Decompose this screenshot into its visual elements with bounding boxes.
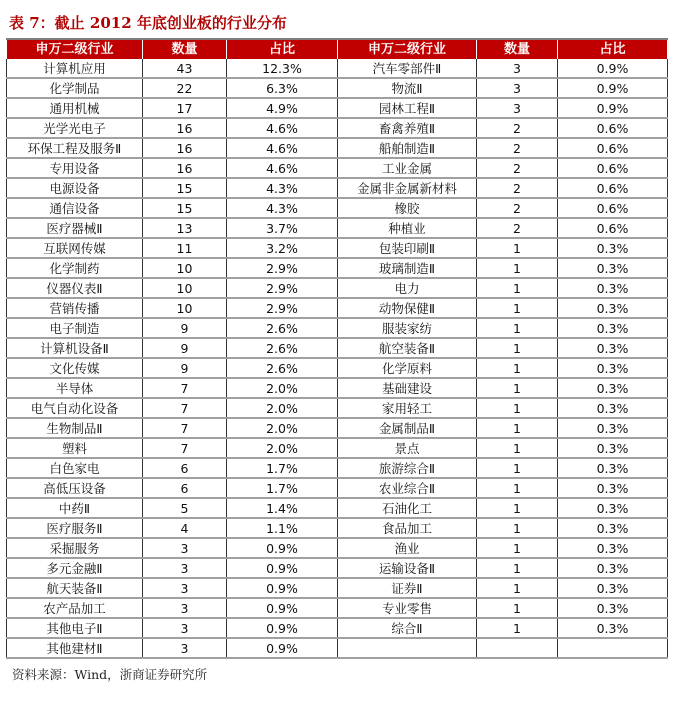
- share-cell: 6.3%: [227, 78, 338, 98]
- industry-cell: 光学光电子: [7, 118, 143, 138]
- industry-cell: 中药Ⅱ: [7, 498, 143, 518]
- count-cell: 1: [477, 338, 558, 358]
- count-cell: 43: [143, 59, 227, 78]
- table-row: [7, 538, 668, 558]
- share-cell: 0.3%: [558, 598, 668, 618]
- share-cell: 2.0%: [227, 378, 338, 398]
- industry-cell: 塑料: [7, 438, 143, 458]
- table-row: [7, 498, 668, 518]
- share-cell: 0.3%: [558, 618, 668, 638]
- header-industry: 申万二级行业: [7, 39, 143, 59]
- share-cell: 0.9%: [227, 598, 338, 618]
- count-cell: 3: [143, 618, 227, 638]
- share-cell: 4.6%: [227, 158, 338, 178]
- header-row: [7, 39, 668, 59]
- industry-cell: 运输设备Ⅱ: [338, 558, 477, 578]
- share-cell: 2.6%: [227, 338, 338, 358]
- industry-cell: 电子制造: [7, 318, 143, 338]
- table-row: [7, 59, 668, 78]
- industry-cell: 计算机设备Ⅱ: [7, 338, 143, 358]
- industry-cell: 其他电子Ⅱ: [7, 618, 143, 638]
- share-cell: 0.9%: [227, 558, 338, 578]
- count-cell: 1: [477, 598, 558, 618]
- industry-cell: 航天装备Ⅱ: [7, 578, 143, 598]
- count-cell: 17: [143, 98, 227, 118]
- share-cell: [558, 638, 668, 658]
- share-cell: 0.3%: [558, 298, 668, 318]
- table-row: [7, 218, 668, 238]
- table-row: [7, 578, 668, 598]
- table-row: [7, 618, 668, 638]
- industry-cell: 动物保健Ⅱ: [338, 298, 477, 318]
- share-cell: 2.6%: [227, 358, 338, 378]
- count-cell: 15: [143, 198, 227, 218]
- share-cell: 0.9%: [558, 59, 668, 78]
- share-cell: 1.7%: [227, 458, 338, 478]
- share-cell: 0.3%: [558, 258, 668, 278]
- count-cell: 16: [143, 138, 227, 158]
- share-cell: 0.3%: [558, 398, 668, 418]
- count-cell: 10: [143, 258, 227, 278]
- count-cell: 1: [477, 438, 558, 458]
- industry-cell: 采掘服务: [7, 538, 143, 558]
- share-cell: 2.9%: [227, 298, 338, 318]
- share-cell: 2.6%: [227, 318, 338, 338]
- count-cell: 1: [477, 278, 558, 298]
- table-row: [7, 178, 668, 198]
- share-cell: 2.0%: [227, 418, 338, 438]
- table-row: [7, 158, 668, 178]
- count-cell: 4: [143, 518, 227, 538]
- industry-cell: 仪器仪表Ⅱ: [7, 278, 143, 298]
- industry-cell: 食品加工: [338, 518, 477, 538]
- industry-cell: 金属制品Ⅱ: [338, 418, 477, 438]
- header-share: 占比: [558, 39, 668, 59]
- count-cell: 7: [143, 418, 227, 438]
- share-cell: 0.3%: [558, 538, 668, 558]
- industry-cell: 景点: [338, 438, 477, 458]
- industry-cell: 石油化工: [338, 498, 477, 518]
- industry-cell: 通信设备: [7, 198, 143, 218]
- table-body: [7, 59, 668, 658]
- header-industry: 申万二级行业: [338, 39, 477, 59]
- count-cell: 1: [477, 358, 558, 378]
- table-row: [7, 278, 668, 298]
- count-cell: 11: [143, 238, 227, 258]
- industry-cell: 化学原料: [338, 358, 477, 378]
- table-row: [7, 198, 668, 218]
- industry-cell: 医疗器械Ⅱ: [7, 218, 143, 238]
- industry-cell: 高低压设备: [7, 478, 143, 498]
- count-cell: 1: [477, 398, 558, 418]
- count-cell: 1: [477, 578, 558, 598]
- count-cell: 2: [477, 158, 558, 178]
- share-cell: 1.4%: [227, 498, 338, 518]
- share-cell: 0.3%: [558, 498, 668, 518]
- table-row: [7, 338, 668, 358]
- table-row: [7, 78, 668, 98]
- industry-cell: 互联网传媒: [7, 238, 143, 258]
- table-row: [7, 238, 668, 258]
- share-cell: 12.3%: [227, 59, 338, 78]
- count-cell: 6: [143, 458, 227, 478]
- count-cell: 3: [143, 538, 227, 558]
- industry-cell: 半导体: [7, 378, 143, 398]
- table-row: [7, 318, 668, 338]
- count-cell: 1: [477, 498, 558, 518]
- industry-cell: 电源设备: [7, 178, 143, 198]
- share-cell: 3.2%: [227, 238, 338, 258]
- industry-cell: 玻璃制造Ⅱ: [338, 258, 477, 278]
- industry-cell: 种植业: [338, 218, 477, 238]
- share-cell: 4.3%: [227, 178, 338, 198]
- industry-cell: 环保工程及服务Ⅱ: [7, 138, 143, 158]
- industry-cell: 生物制品Ⅱ: [7, 418, 143, 438]
- table-row: [7, 598, 668, 618]
- count-cell: 1: [477, 258, 558, 278]
- industry-cell: 工业金属: [338, 158, 477, 178]
- share-cell: 0.6%: [558, 158, 668, 178]
- count-cell: 2: [477, 118, 558, 138]
- count-cell: 3: [143, 598, 227, 618]
- count-cell: 3: [143, 558, 227, 578]
- share-cell: 0.3%: [558, 318, 668, 338]
- table-row: [7, 458, 668, 478]
- count-cell: 2: [477, 178, 558, 198]
- count-cell: 3: [477, 98, 558, 118]
- share-cell: 2.9%: [227, 258, 338, 278]
- count-cell: 6: [143, 478, 227, 498]
- share-cell: 4.9%: [227, 98, 338, 118]
- industry-cell: 计算机应用: [7, 59, 143, 78]
- industry-cell: 家用轻工: [338, 398, 477, 418]
- share-cell: 0.3%: [558, 338, 668, 358]
- table-row: [7, 98, 668, 118]
- industry-cell: [338, 638, 477, 658]
- count-cell: 9: [143, 318, 227, 338]
- industry-cell: 通用机械: [7, 98, 143, 118]
- count-cell: 1: [477, 618, 558, 638]
- share-cell: 3.7%: [227, 218, 338, 238]
- industry-cell: 多元金融Ⅱ: [7, 558, 143, 578]
- share-cell: 0.9%: [558, 78, 668, 98]
- table-title: 表 7：截止 2012 年底创业板的行业分布: [9, 14, 287, 32]
- industry-cell: 白色家电: [7, 458, 143, 478]
- share-cell: 1.7%: [227, 478, 338, 498]
- industry-cell: 农产品加工: [7, 598, 143, 618]
- count-cell: 3: [143, 578, 227, 598]
- share-cell: 0.3%: [558, 458, 668, 478]
- table-row: [7, 418, 668, 438]
- count-cell: 5: [143, 498, 227, 518]
- table-row: [7, 138, 668, 158]
- industry-cell: 营销传播: [7, 298, 143, 318]
- industry-cell: 专用设备: [7, 158, 143, 178]
- table-row: [7, 118, 668, 138]
- count-cell: 1: [477, 238, 558, 258]
- count-cell: 2: [477, 138, 558, 158]
- count-cell: 10: [143, 298, 227, 318]
- industry-cell: 旅游综合Ⅱ: [338, 458, 477, 478]
- table-row: [7, 478, 668, 498]
- industry-cell: 证券Ⅱ: [338, 578, 477, 598]
- share-cell: 0.6%: [558, 178, 668, 198]
- count-cell: 1: [477, 458, 558, 478]
- count-cell: 2: [477, 218, 558, 238]
- share-cell: 4.6%: [227, 118, 338, 138]
- share-cell: 0.3%: [558, 518, 668, 538]
- share-cell: 0.9%: [227, 538, 338, 558]
- table-row: [7, 638, 668, 658]
- count-cell: 3: [477, 59, 558, 78]
- count-cell: 3: [477, 78, 558, 98]
- industry-cell: 航空装备Ⅱ: [338, 338, 477, 358]
- share-cell: 2.9%: [227, 278, 338, 298]
- table-row: [7, 258, 668, 278]
- industry-cell: 文化传媒: [7, 358, 143, 378]
- table-row: [7, 558, 668, 578]
- share-cell: 1.1%: [227, 518, 338, 538]
- industry-cell: 化学制品: [7, 78, 143, 98]
- industry-cell: 医疗服务Ⅱ: [7, 518, 143, 538]
- count-cell: 1: [477, 558, 558, 578]
- share-cell: 2.0%: [227, 438, 338, 458]
- industry-cell: 基础建设: [338, 378, 477, 398]
- table-row: [7, 378, 668, 398]
- count-cell: 15: [143, 178, 227, 198]
- count-cell: 2: [477, 198, 558, 218]
- share-cell: 0.6%: [558, 118, 668, 138]
- count-cell: 9: [143, 358, 227, 378]
- source-note: 资料来源：Wind，浙商证券研究所: [12, 667, 208, 682]
- table-row: [7, 518, 668, 538]
- count-cell: 1: [477, 478, 558, 498]
- industry-cell: 农业综合Ⅱ: [338, 478, 477, 498]
- count-cell: 7: [143, 438, 227, 458]
- share-cell: 0.3%: [558, 558, 668, 578]
- industry-cell: 船舶制造Ⅱ: [338, 138, 477, 158]
- header-share: 占比: [227, 39, 338, 59]
- industry-cell: 包装印刷Ⅱ: [338, 238, 477, 258]
- share-cell: 0.3%: [558, 358, 668, 378]
- share-cell: 0.3%: [558, 478, 668, 498]
- count-cell: [477, 638, 558, 658]
- count-cell: 10: [143, 278, 227, 298]
- share-cell: 0.3%: [558, 438, 668, 458]
- industry-cell: 电气自动化设备: [7, 398, 143, 418]
- share-cell: 2.0%: [227, 398, 338, 418]
- count-cell: 16: [143, 118, 227, 138]
- industry-cell: 园林工程Ⅱ: [338, 98, 477, 118]
- share-cell: 0.3%: [558, 378, 668, 398]
- share-cell: 0.9%: [227, 618, 338, 638]
- share-cell: 0.6%: [558, 138, 668, 158]
- industry-distribution-table: [6, 38, 668, 659]
- industry-cell: 综合Ⅱ: [338, 618, 477, 638]
- header-count: 数量: [477, 39, 558, 59]
- count-cell: 1: [477, 318, 558, 338]
- count-cell: 7: [143, 378, 227, 398]
- table-row: [7, 358, 668, 378]
- share-cell: 0.6%: [558, 218, 668, 238]
- share-cell: 0.3%: [558, 238, 668, 258]
- count-cell: 9: [143, 338, 227, 358]
- industry-cell: 汽车零部件Ⅱ: [338, 59, 477, 78]
- industry-cell: 专业零售: [338, 598, 477, 618]
- count-cell: 16: [143, 158, 227, 178]
- share-cell: 0.9%: [558, 98, 668, 118]
- share-cell: 4.6%: [227, 138, 338, 158]
- industry-cell: 物流Ⅱ: [338, 78, 477, 98]
- count-cell: 22: [143, 78, 227, 98]
- count-cell: 1: [477, 378, 558, 398]
- count-cell: 1: [477, 418, 558, 438]
- count-cell: 1: [477, 518, 558, 538]
- industry-cell: 电力: [338, 278, 477, 298]
- share-cell: 4.3%: [227, 198, 338, 218]
- header-count: 数量: [143, 39, 227, 59]
- share-cell: 0.3%: [558, 278, 668, 298]
- industry-cell: 橡胶: [338, 198, 477, 218]
- count-cell: 13: [143, 218, 227, 238]
- count-cell: 7: [143, 398, 227, 418]
- industry-cell: 畜禽养殖Ⅱ: [338, 118, 477, 138]
- count-cell: 3: [143, 638, 227, 658]
- share-cell: 0.9%: [227, 638, 338, 658]
- table-row: [7, 298, 668, 318]
- share-cell: 0.3%: [558, 418, 668, 438]
- count-cell: 1: [477, 538, 558, 558]
- share-cell: 0.3%: [558, 578, 668, 598]
- count-cell: 1: [477, 298, 558, 318]
- table-row: [7, 398, 668, 418]
- share-cell: 0.6%: [558, 198, 668, 218]
- table-row: [7, 438, 668, 458]
- industry-cell: 渔业: [338, 538, 477, 558]
- industry-cell: 其他建材Ⅱ: [7, 638, 143, 658]
- industry-cell: 服装家纺: [338, 318, 477, 338]
- share-cell: 0.9%: [227, 578, 338, 598]
- industry-cell: 金属非金属新材料: [338, 178, 477, 198]
- industry-cell: 化学制药: [7, 258, 143, 278]
